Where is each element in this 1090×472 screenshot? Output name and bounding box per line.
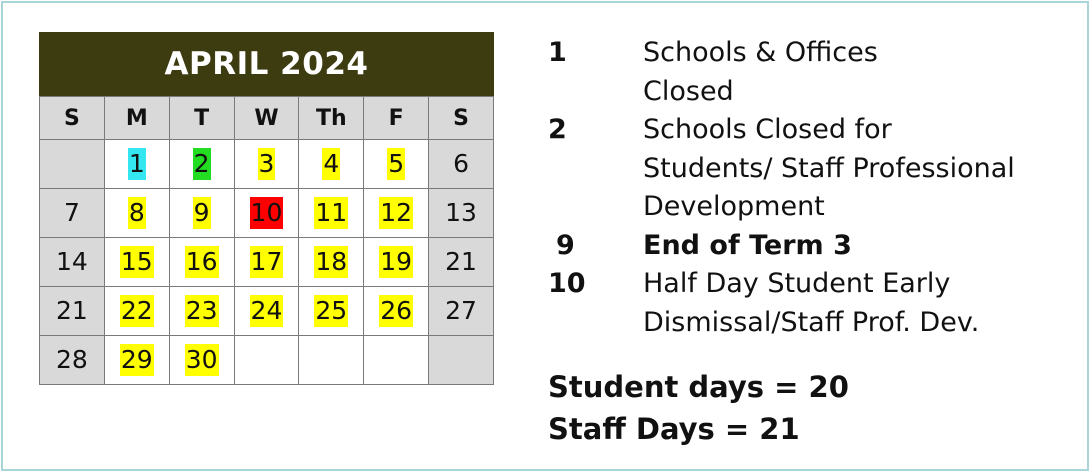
- day-cell: [234, 238, 299, 287]
- day-cell: [364, 336, 429, 385]
- day-cell: [299, 189, 364, 238]
- day-number: 29: [120, 344, 154, 377]
- legend-row: [548, 188, 1068, 227]
- legend-day: 9: [556, 229, 575, 261]
- day-cell: [40, 287, 105, 336]
- day-number: 26: [379, 295, 413, 328]
- legend: [548, 34, 1068, 342]
- day-cell: [364, 189, 429, 238]
- day-number: 22: [120, 295, 154, 328]
- legend-day: [548, 304, 643, 343]
- day-number: 19: [379, 246, 413, 279]
- legend-description: Students/ Staff Professional: [643, 152, 1015, 184]
- day-cell: [429, 287, 494, 336]
- day-number: 18: [314, 246, 348, 279]
- legend-day: 2: [548, 114, 567, 145]
- legend-row: [548, 111, 1068, 150]
- week-row: [40, 189, 494, 238]
- day-cell: [364, 287, 429, 336]
- weekday-header: S: [40, 97, 105, 140]
- legend-description: Half Day Student Early: [643, 268, 951, 299]
- legend-description: Closed: [643, 75, 734, 107]
- weekday-header: F: [364, 97, 429, 140]
- day-number: 14: [56, 246, 88, 276]
- totals: [548, 366, 849, 450]
- legend-row: [548, 265, 1068, 304]
- day-number: 8: [128, 197, 146, 230]
- legend-description: End of Term 3: [643, 229, 852, 261]
- day-number: 16: [185, 246, 219, 279]
- day-number: 11: [314, 197, 348, 230]
- day-number: 2: [193, 148, 211, 181]
- day-number: 9: [193, 197, 211, 230]
- day-number: 1: [128, 148, 146, 181]
- weekday-header-row: [40, 97, 494, 140]
- day-cell: [299, 287, 364, 336]
- student-days: Student days = 20: [548, 370, 849, 404]
- weekday-header: T: [169, 97, 234, 140]
- week-row: [40, 140, 494, 189]
- staff-days: Staff Days = 21: [548, 412, 800, 446]
- day-number: 21: [445, 246, 477, 276]
- week-row: [40, 287, 494, 336]
- day-cell: [364, 238, 429, 287]
- legend-description: Dismissal/Staff Prof. Dev.: [643, 306, 980, 338]
- weekday-header: W: [234, 97, 299, 140]
- day-cell: [429, 238, 494, 287]
- day-cell: [299, 140, 364, 189]
- legend-row: [548, 150, 1068, 189]
- day-cell: [40, 189, 105, 238]
- weekday-header: Th: [299, 97, 364, 140]
- day-number: 10: [250, 197, 284, 230]
- week-row: [40, 336, 494, 385]
- legend-day: 10: [548, 268, 586, 299]
- calendar-title: APRIL 2024: [39, 32, 494, 96]
- legend-day: [548, 73, 643, 112]
- day-cell: [104, 287, 169, 336]
- week-row: [40, 238, 494, 287]
- day-cell: [364, 140, 429, 189]
- day-cell: [104, 140, 169, 189]
- day-number: 25: [314, 295, 348, 328]
- day-cell: [234, 287, 299, 336]
- legend-row: [548, 304, 1068, 343]
- day-number: 7: [63, 197, 80, 227]
- weekday-header: S: [429, 97, 494, 140]
- legend-row: [548, 34, 1068, 73]
- day-cell: [40, 140, 105, 189]
- calendar: [39, 32, 494, 385]
- day-cell: [169, 189, 234, 238]
- day-cell: [169, 287, 234, 336]
- legend-description: Schools & Offices: [643, 37, 878, 68]
- legend-row: [548, 73, 1068, 112]
- day-number: 5: [387, 148, 405, 181]
- day-cell: [299, 336, 364, 385]
- legend-day: [548, 188, 643, 227]
- day-number: 13: [445, 197, 477, 227]
- day-cell: [429, 140, 494, 189]
- calendar-grid: [39, 96, 494, 385]
- day-cell: [234, 140, 299, 189]
- day-number: 12: [379, 197, 413, 230]
- day-number: 27: [445, 295, 477, 325]
- day-cell: [104, 189, 169, 238]
- legend-description: Development: [643, 191, 825, 222]
- day-number: 28: [56, 344, 88, 374]
- day-number: 15: [120, 246, 154, 279]
- day-cell: [429, 336, 494, 385]
- day-number: 6: [453, 148, 469, 178]
- day-cell: [104, 238, 169, 287]
- day-cell: [169, 336, 234, 385]
- day-cell: [234, 189, 299, 238]
- legend-day: 1: [548, 37, 567, 68]
- day-cell: [169, 140, 234, 189]
- day-cell: [104, 336, 169, 385]
- legend-day: [548, 150, 643, 189]
- day-number: 23: [185, 295, 219, 328]
- day-cell: [40, 238, 105, 287]
- day-number: 17: [250, 246, 284, 279]
- day-cell: [429, 189, 494, 238]
- day-cell: [299, 238, 364, 287]
- day-number: 21: [56, 295, 88, 325]
- day-number: 3: [258, 148, 276, 181]
- day-number: 30: [185, 344, 219, 377]
- day-cell: [169, 238, 234, 287]
- day-number: 24: [250, 295, 284, 328]
- legend-row: [548, 227, 1068, 266]
- day-cell: [234, 336, 299, 385]
- calendar-body: [40, 140, 494, 385]
- day-cell: [40, 336, 105, 385]
- weekday-header: M: [104, 97, 169, 140]
- legend-description: Schools Closed for: [643, 114, 892, 145]
- day-number: 4: [322, 148, 340, 181]
